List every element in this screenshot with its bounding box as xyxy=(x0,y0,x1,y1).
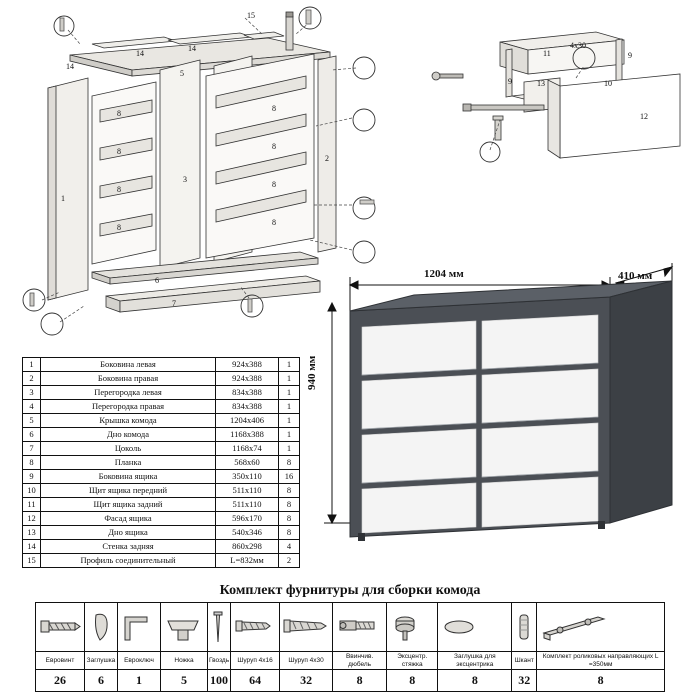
chest-render xyxy=(310,255,695,565)
fittings-title: Комплект фурнитуры для сборки комода xyxy=(219,583,481,598)
table-row xyxy=(23,456,300,470)
fittings-table xyxy=(35,602,665,692)
part-qty: 8 xyxy=(279,484,300,498)
part-dim: 1168х74 xyxy=(216,442,279,456)
slide-rail-icon xyxy=(537,603,665,652)
callout-1: 1 xyxy=(61,194,65,203)
table-row xyxy=(23,400,300,414)
fitting-count: 8 xyxy=(438,670,512,692)
fitting-count: 8 xyxy=(387,670,438,692)
part-qty: 4 xyxy=(279,540,300,554)
fitting-count: 8 xyxy=(333,670,387,692)
parts-table xyxy=(22,357,300,568)
table-row xyxy=(23,540,300,554)
cam-lock-icon xyxy=(387,603,438,652)
table-row xyxy=(23,554,300,568)
table-row xyxy=(23,484,300,498)
part-name: Щит ящика задний xyxy=(41,498,216,512)
callout-9-a: 9 xyxy=(628,51,632,60)
callout-6: 6 xyxy=(155,276,159,285)
part-qty: 1 xyxy=(279,400,300,414)
part-name: Перегородка левая xyxy=(41,386,216,400)
part-dim: 834х388 xyxy=(216,400,279,414)
callout-8-c: 8 xyxy=(117,185,121,194)
part-dim: 860х298 xyxy=(216,540,279,554)
part-index: 6 xyxy=(23,428,41,442)
fitting-count: 32 xyxy=(280,670,333,692)
part-index: 12 xyxy=(23,512,41,526)
part-dim: 511х110 xyxy=(216,484,279,498)
part-qty: 1 xyxy=(279,358,300,372)
callout-2: 2 xyxy=(325,154,329,163)
parts-table-body xyxy=(23,358,300,568)
part-qty: 16 xyxy=(279,470,300,484)
part-qty: 1 xyxy=(279,386,300,400)
fitting-label: Евроключ xyxy=(118,652,161,670)
euro-key-icon xyxy=(118,603,161,652)
part-dim: 350х110 xyxy=(216,470,279,484)
part-name: Перегородка правая xyxy=(41,400,216,414)
part-name: Дно комода xyxy=(41,428,216,442)
fittings-count-row xyxy=(36,670,665,692)
part-qty: 1 xyxy=(279,414,300,428)
callout-9-b: 9 xyxy=(508,77,512,86)
callout-14-a: 14 xyxy=(66,62,74,71)
table-row xyxy=(23,414,300,428)
part-index: 4 xyxy=(23,400,41,414)
table-row xyxy=(23,526,300,540)
callout-12: 12 xyxy=(640,112,648,121)
fitting-label: Заглушка для эксцентрика xyxy=(438,652,512,670)
part-name: Дно ящика xyxy=(41,526,216,540)
callout-4x30: 4х30 xyxy=(570,41,586,50)
fitting-label: Эксцентр. стяжка xyxy=(387,652,438,670)
callout-7: 7 xyxy=(172,299,176,308)
fitting-label: Шкант xyxy=(512,652,537,670)
table-row xyxy=(23,386,300,400)
fitting-count: 5 xyxy=(161,670,208,692)
table-row xyxy=(23,428,300,442)
table-row xyxy=(23,470,300,484)
part-name: Крышка комода xyxy=(41,414,216,428)
part-name: Цоколь xyxy=(41,442,216,456)
fitting-label: Ножка xyxy=(161,652,208,670)
part-qty: 1 xyxy=(279,372,300,386)
part-index: 13 xyxy=(23,526,41,540)
table-row xyxy=(23,498,300,512)
part-index: 1 xyxy=(23,358,41,372)
depth-dimension-label: 410 мм xyxy=(618,270,653,282)
part-qty: 8 xyxy=(279,512,300,526)
part-qty: 1 xyxy=(279,428,300,442)
screw-4x30-icon xyxy=(280,603,333,652)
part-dim: L=832мм xyxy=(216,554,279,568)
part-index: 3 xyxy=(23,386,41,400)
table-row xyxy=(23,358,300,372)
fitting-count: 6 xyxy=(85,670,118,692)
part-dim: 924х388 xyxy=(216,358,279,372)
fitting-label: Заглушка xyxy=(85,652,118,670)
fitting-label: Гвоздь xyxy=(208,652,231,670)
callout-10: 10 xyxy=(604,79,612,88)
part-qty: 8 xyxy=(279,526,300,540)
callout-14-b: 14 xyxy=(136,49,144,58)
table-row xyxy=(23,442,300,456)
part-dim: 511х110 xyxy=(216,498,279,512)
part-name: Стенка задняя xyxy=(41,540,216,554)
fitting-count: 1 xyxy=(118,670,161,692)
fitting-count: 32 xyxy=(512,670,537,692)
callout-14-c: 14 xyxy=(188,44,196,53)
part-dim: 1168х388 xyxy=(216,428,279,442)
callout-8-e: 8 xyxy=(272,104,276,113)
part-dim: 540х346 xyxy=(216,526,279,540)
fitting-count: 100 xyxy=(208,670,231,692)
fitting-count: 26 xyxy=(36,670,85,692)
part-name: Планка xyxy=(41,456,216,470)
screw-4x16-icon xyxy=(231,603,280,652)
cap-icon xyxy=(85,603,118,652)
fitting-count: 64 xyxy=(231,670,280,692)
height-dimension-label: 940 мм xyxy=(306,355,318,390)
part-index: 9 xyxy=(23,470,41,484)
callout-8-g: 8 xyxy=(272,180,276,189)
part-index: 7 xyxy=(23,442,41,456)
part-index: 10 xyxy=(23,484,41,498)
part-qty: 8 xyxy=(279,456,300,470)
part-name: Щит ящика передний xyxy=(41,484,216,498)
callout-11: 11 xyxy=(543,49,551,58)
nail-icon xyxy=(208,603,231,652)
part-index: 2 xyxy=(23,372,41,386)
part-dim: 568х60 xyxy=(216,456,279,470)
euro-screw-icon xyxy=(36,603,85,652)
cam-cap-icon xyxy=(438,603,512,652)
part-name: Боковина ящика xyxy=(41,470,216,484)
part-dim: 924х388 xyxy=(216,372,279,386)
table-row xyxy=(23,512,300,526)
fittings-icon-row xyxy=(36,603,665,652)
fitting-label: Комплект роликовых направляющих L =350мм xyxy=(537,652,665,670)
callout-8-d: 8 xyxy=(117,223,121,232)
part-index: 5 xyxy=(23,414,41,428)
part-name: Фасад ящика xyxy=(41,512,216,526)
part-name: Боковина правая xyxy=(41,372,216,386)
callout-8-h: 8 xyxy=(272,218,276,227)
part-index: 14 xyxy=(23,540,41,554)
fitting-label: Шуруп 4х30 xyxy=(280,652,333,670)
part-name: Боковина левая xyxy=(41,358,216,372)
part-index: 11 xyxy=(23,498,41,512)
part-qty: 2 xyxy=(279,554,300,568)
wood-dowel-icon xyxy=(512,603,537,652)
fittings-label-row xyxy=(36,652,665,670)
part-index: 15 xyxy=(23,554,41,568)
part-qty: 1 xyxy=(279,442,300,456)
callout-8-a: 8 xyxy=(117,109,121,118)
width-dimension-label: 1204 мм xyxy=(424,268,464,280)
part-qty: 8 xyxy=(279,498,300,512)
dowel-icon xyxy=(333,603,387,652)
callout-15: 15 xyxy=(247,11,255,20)
table-row xyxy=(23,372,300,386)
part-dim: 834х388 xyxy=(216,386,279,400)
part-dim: 596х170 xyxy=(216,512,279,526)
fitting-count: 8 xyxy=(537,670,665,692)
fitting-label: Шуруп 4х16 xyxy=(231,652,280,670)
callout-3: 3 xyxy=(183,175,187,184)
callout-13: 13 xyxy=(537,79,545,88)
callout-5: 5 xyxy=(180,69,184,78)
fitting-label: Ввинчив. дюбель xyxy=(333,652,387,670)
fitting-label: Евровинт xyxy=(36,652,85,670)
part-index: 8 xyxy=(23,456,41,470)
callout-8-b: 8 xyxy=(117,147,121,156)
part-dim: 1204х406 xyxy=(216,414,279,428)
leg-icon xyxy=(161,603,208,652)
part-name: Профиль соединительный xyxy=(41,554,216,568)
callout-8-f: 8 xyxy=(272,142,276,151)
